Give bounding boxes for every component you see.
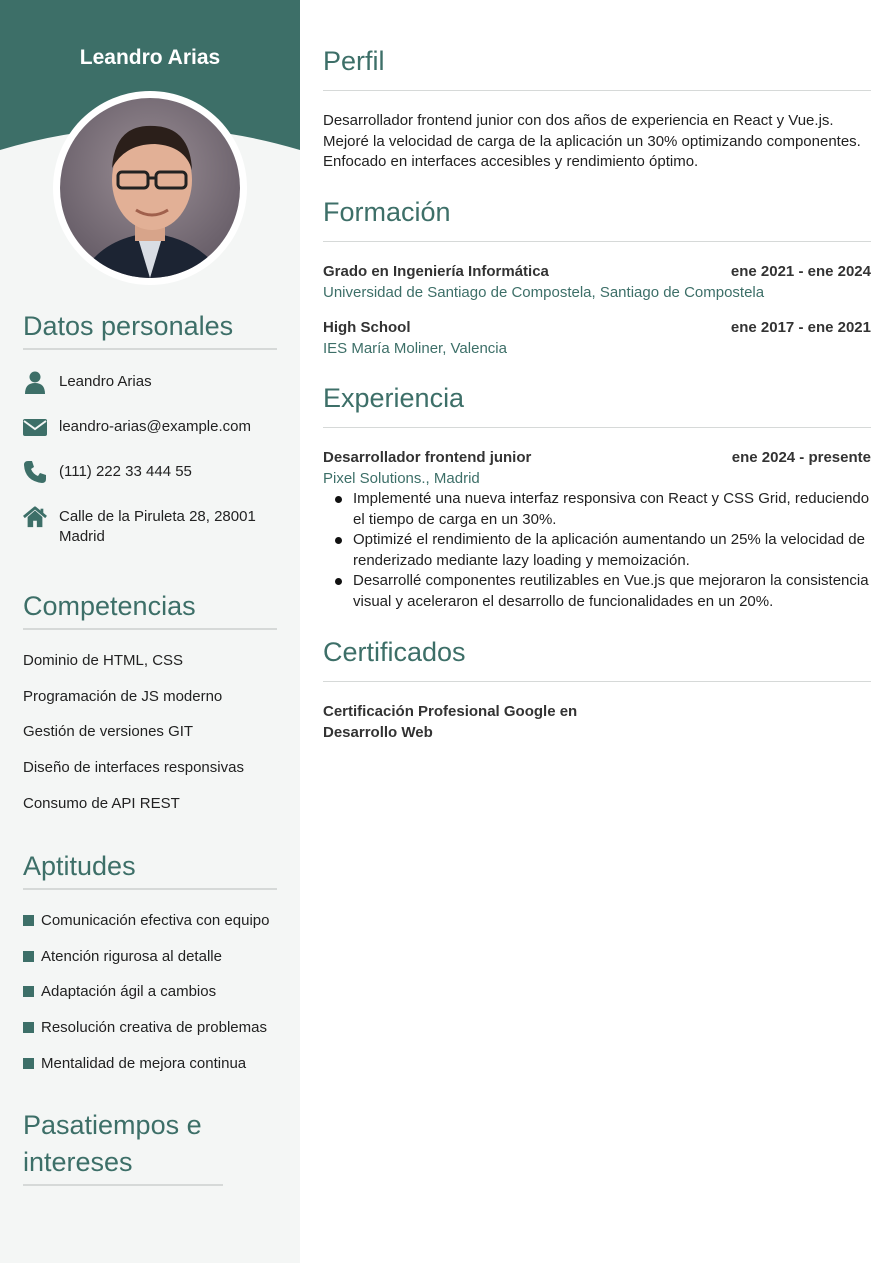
contact-phone: (111) 222 33 444 55 <box>59 463 192 480</box>
profile-text: Desarrollador frontend junior con dos años de experiencia en React y Vue.js. Mejoré la velocidad de carga de la aplicación un 30% optimizando componentes. Enfocado en interfaces accesibles y rendimiento óptimo. <box>323 112 861 170</box>
aptitude-label: Adaptación ágil a cambios <box>41 983 217 1000</box>
skill-item: Consumo de API REST <box>23 795 180 812</box>
aptitude-label: Comunicación efectiva con equipo <box>41 912 270 929</box>
skill-item: Dominio de HTML, CSS <box>23 652 184 669</box>
profile-title: Perfil <box>323 44 871 91</box>
aptitude-label: Resolución creativa de problemas <box>41 1019 267 1036</box>
aptitude-item <box>23 948 222 965</box>
experience-company: Pixel Solutions., Madrid <box>323 470 480 487</box>
contact-address: Calle de la Piruleta 28, 28001 Madrid <box>59 508 256 545</box>
home-icon <box>23 505 47 529</box>
aptitude-label: Mentalidad de mejora continua <box>41 1055 247 1072</box>
aptitude-item <box>23 912 269 929</box>
envelope-icon <box>23 415 47 439</box>
education-school: IES María Moliner, Valencia <box>323 340 507 357</box>
skill-item: Programación de JS moderno <box>23 688 223 705</box>
square-bullet-icon <box>23 1022 34 1033</box>
square-bullet-icon <box>23 986 34 997</box>
user-icon <box>23 370 47 394</box>
phone-icon <box>23 460 47 484</box>
personal-data-title: Datos personales <box>23 308 277 350</box>
education-title: Formación <box>323 195 871 242</box>
square-bullet-icon <box>23 1058 34 1069</box>
avatar <box>60 98 240 278</box>
education-degree: Grado en Ingeniería Informática <box>323 263 549 280</box>
personal-data-section <box>23 308 277 545</box>
skills-section <box>23 588 277 812</box>
skills-title: Competencias <box>23 588 277 630</box>
experience-role: Desarrollador frontend junior <box>323 449 532 466</box>
aptitudes-section <box>23 848 277 1072</box>
avatar-frame <box>53 91 247 285</box>
aptitudes-title: Aptitudes <box>23 848 277 890</box>
aptitude-item <box>23 983 216 1000</box>
experience-bullet: Implementé una nueva interfaz responsiva con React y CSS Grid, reduciendo el tiempo de carga en un 30%. <box>353 489 871 530</box>
education-school: Universidad de Santiago de Compostela, Santiago de Compostela <box>323 284 765 301</box>
experience-bullets <box>323 489 871 612</box>
experience-dates: ene 2024 - presente <box>731 449 871 466</box>
education-degree: High School <box>323 319 411 336</box>
skill-item: Diseño de interfaces responsivas <box>23 759 244 776</box>
certificate-item: Certificación Profesional Google en Desarrollo Web <box>323 703 578 741</box>
education-dates: ene 2017 - ene 2021 <box>730 319 871 336</box>
aptitude-label: Atención rigurosa al detalle <box>41 948 222 965</box>
sidebar <box>0 0 300 1263</box>
hobbies-title: Pasatiempos e intereses <box>23 1107 223 1186</box>
square-bullet-icon <box>23 915 34 926</box>
experience-bullet: Optimizé el rendimiento de la aplicación aumentando un 25% la velocidad de renderizado mediante lazy loading y memoización. <box>353 530 871 571</box>
experience-title: Experiencia <box>323 381 871 428</box>
skill-item: Gestión de versiones GIT <box>23 723 194 740</box>
contact-email[interactable]: leandro-arias@example.com <box>59 418 251 435</box>
square-bullet-icon <box>23 951 34 962</box>
aptitude-item <box>23 1019 267 1036</box>
candidate-name: Leandro Arias <box>79 46 221 69</box>
aptitude-item <box>23 1055 246 1072</box>
education-dates: ene 2021 - ene 2024 <box>730 263 871 280</box>
hobbies-section <box>23 1107 277 1186</box>
contact-name: Leandro Arias <box>59 373 152 390</box>
certificates-title: Certificados <box>323 635 871 682</box>
experience-bullet: Desarrollé componentes reutilizables en Vue.js que mejoraron la consistencia visual y aceleraron el desarrollo de funcionalidades en un 20%. <box>353 571 871 612</box>
